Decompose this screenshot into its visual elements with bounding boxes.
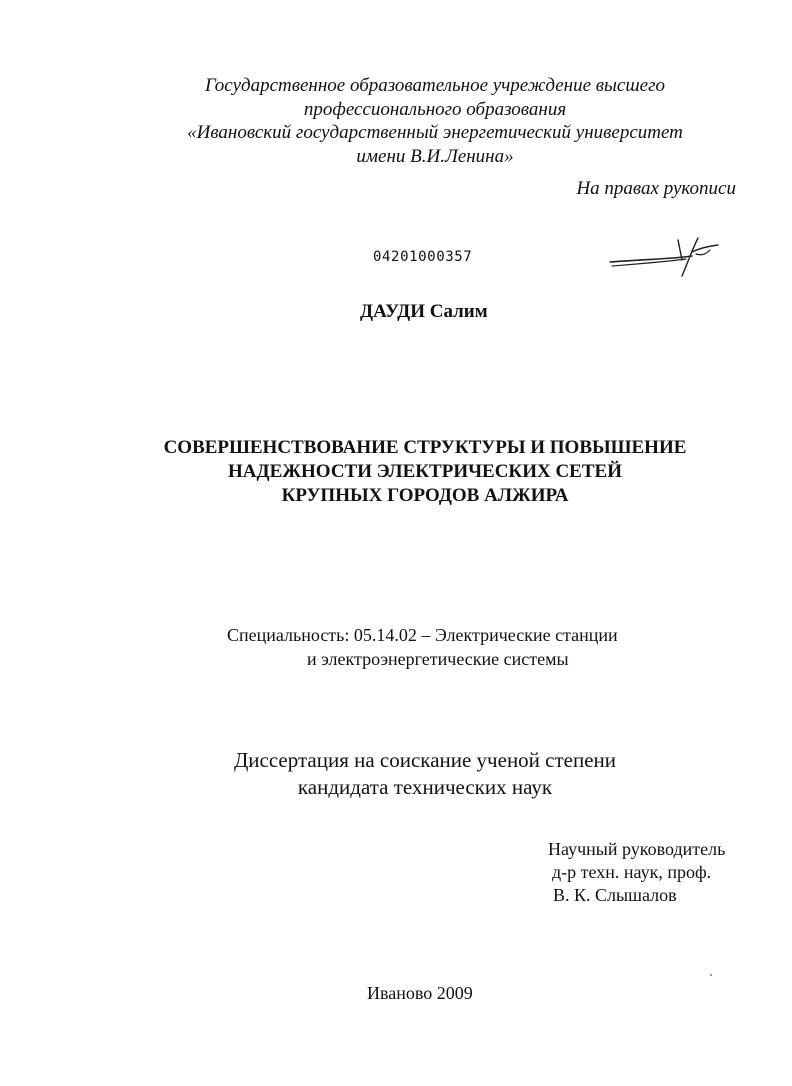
registration-number-stamp: 04201000357 [373,249,473,265]
advisor-role: Научный руководитель [548,839,726,859]
degree-line-1: Диссертация на соискание ученой степени [233,748,617,772]
specialty-line-1: Специальность: 05.14.02 – Электрические станции [227,625,618,645]
title-line-3: КРУПНЫХ ГОРОДОВ АЛЖИРА [281,485,569,506]
degree-line-2: кандидата технических наук [297,775,553,799]
advisor-name: В. К. Слышалов [553,885,677,905]
institution-line-2: профессионального образования [303,98,567,120]
author-signature [606,232,726,280]
advisor-credentials: д-р техн. наук, проф. [552,862,712,882]
title-line-1: СОВЕРШЕНСТВОВАНИЕ СТРУКТУРЫ И ПОВЫШЕНИЕ [163,437,687,458]
scan-speck [710,974,712,976]
institution-line-3: «Ивановский государственный энергетический университет [187,122,683,143]
institution-block [150,74,720,168]
manuscript-rights-note: На правах рукописи [576,178,736,199]
dissertation-title [140,436,710,508]
institution-line-1: Государственное образовательное учреждение высшего [204,75,666,96]
scientific-advisor-block [548,838,725,907]
institution-line-4: имени В.И.Ленина» [356,145,514,167]
author-name: ДАУДИ Салим [360,301,488,322]
specialty-line-2: и электроэнергетические системы [307,649,569,669]
specialty-block [227,623,618,671]
degree-statement [160,747,690,801]
title-line-2: НАДЕЖНОСТИ ЭЛЕКТРИЧЕСКИХ СЕТЕЙ [228,461,622,482]
city-year: Иваново 2009 [367,983,473,1003]
